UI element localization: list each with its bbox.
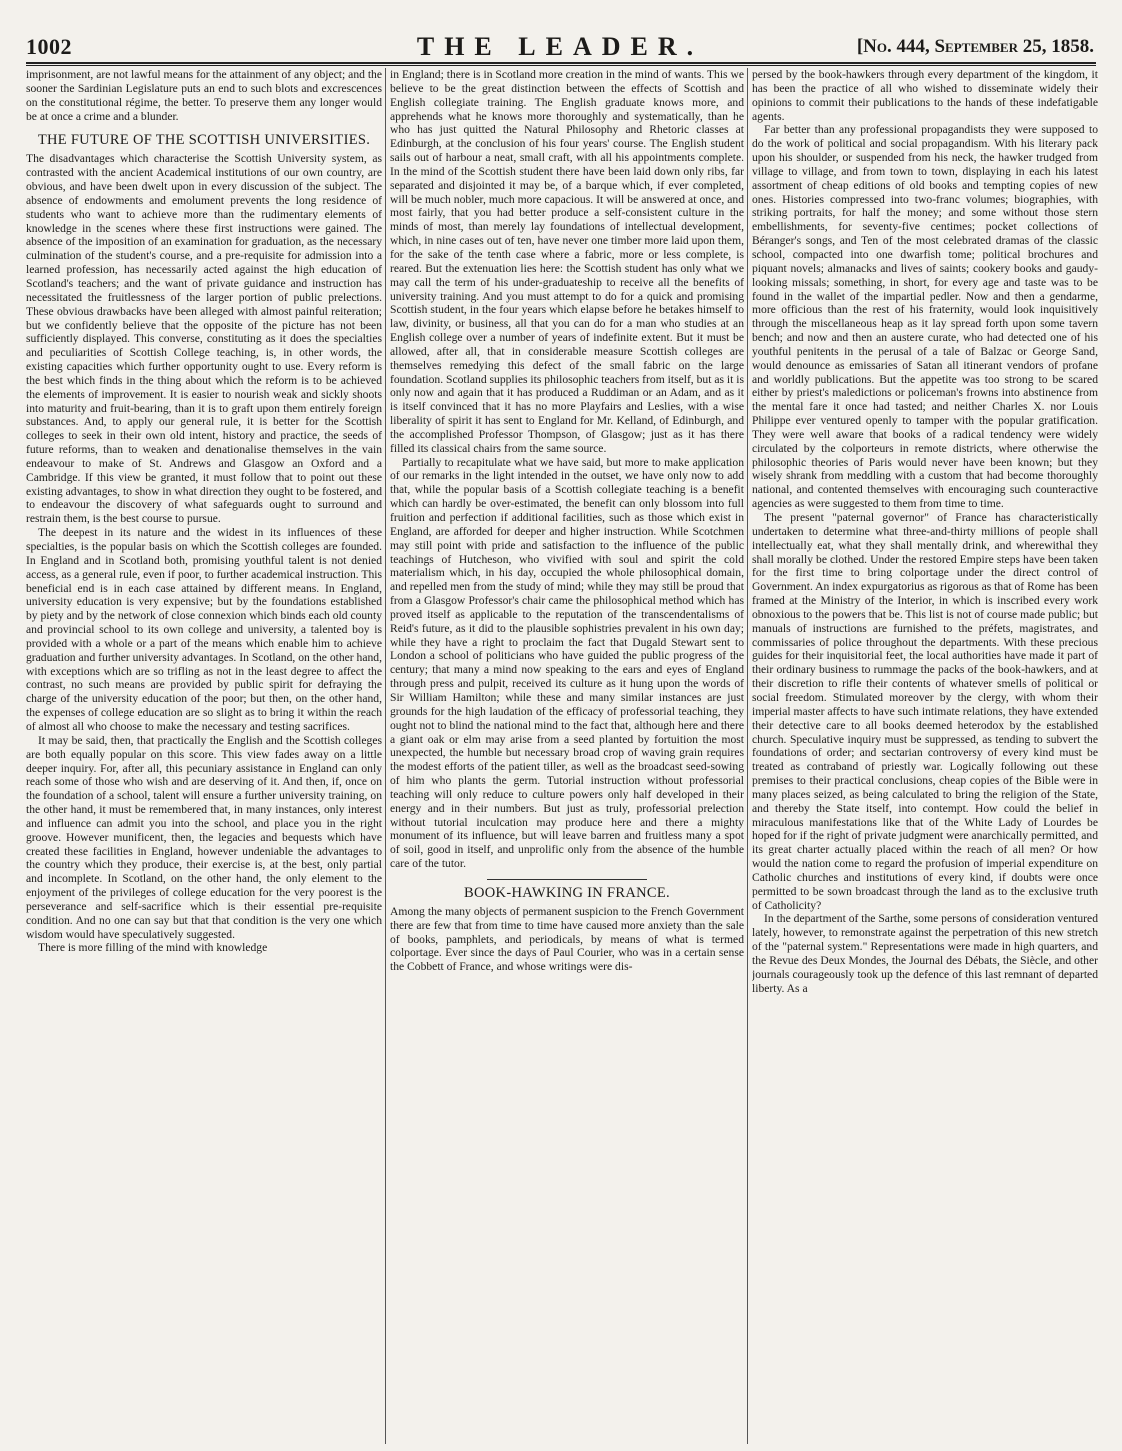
page-number: 1002 [26, 34, 72, 59]
column-1 [26, 68, 382, 1444]
column-2 [390, 68, 744, 1444]
section-divider [487, 879, 647, 880]
article-paragraph: Among the many objects of permanent suspicion to the French Government there are few that from time to time have caused more anxiety than the sale of books, pamphlets, and periodicals, by means of what is termed colportage. Ever since the days of Paul Courier, who was in a certain sense the Cobbett of France, and whose writings were dis- [390, 904, 744, 974]
article-paragraph: The disadvantages which characterise the Scottish University system, as contrasted with the ancient Academical institutions of our own country, are obvious, and have been dwelt upon in every discussion of the subject. The absence of endowments and emolument prevents the long residence of students who want to achieve more than the rudimentary elements of knowledge in the scenes where these first instructions were gained. The absence of the imposition of an examination for graduation, as the necessary culmination of the student's course, and a pre-requisite for admission into a learned profession, has necessarily acted against the high education of Scotland's teachers; and the want of private guidance and instruction has necessitated the fruitlessness of the larger portion of public prelections. These obvious drawbacks have been alleged with almost painful reiteration; but we confidently believe that the opposite of the picture has not been sufficiently displayed. This converse, constituting as it does the specialties and peculiarities of Scottish College teaching, is, in other words, the existing capacities which further opportunity ought to use. Every reform is the best which finds in the thing about which the reform is to be achieved the elements of improvement. It is easier to nourish weak and sickly shoots into maturity and fruit-bearing, than it is to graft upon them entirely foreign substances. And, to apply our general rule, it is better for the Scottish colleges to seek in their own old intent, history and practice, the seeds of future reforms, than to weaken and denationalise themselves in the vain endeavour to make of St. Andrews and Glasgow an Oxford and a Cambridge. If this view be granted, it must follow that to point out these existing advantages, to show in what direction they ought to be fostered, and to endeavour the discovery of what safeguards ought to surround and restrain them, is the best course to pursue. [26, 152, 382, 526]
article-paragraph: In the department of the Sarthe, some persons of consideration ventured lately, however, to remonstrate against the perpetration of this new stretch of the "paternal system." Representations were made in high quarters, and the Revue des Deux Mondes, the Journal des Débats, the Siècle, and other journals courageously took up the defence of this last remnant of departed liberty. As a [752, 912, 1098, 995]
article-paragraph: Far better than any professional propagandists they were supposed to do the work of political and social propagandism. With his literary pack upon his shoulder, or suspended from his neck, the hawker trudged from village to village, and from town to town, displaying in each his latest assortment of cheap editions of old books and tempting copies of new ones. Histories compressed into two-franc volumes; biographies, with striking portraits, for half the money; and some without those stern embellishments, for seventy-five centimes; pocket collections of Béranger's songs, and Ten of the most celebrated dramas of the classic school, compacted into one dwarfish tome; political brochures and piquant novels; almanacks and lives of saints; cookery books and gaudy-looking missals; something, in short, for every age and taste was to be found in the wallet of the impartial pedler. Now and then a gendarme, more officious than the rest of his fraternity, would look inquisitively through the miscellaneous heap as it lay spread forth upon some tavern bench; and now and then an austere curate, who had detected one of his youthful penitents in the perusal of a tale of Balzac or George Sand, would denounce as emissaries of Satan all itinerant vendors of profane and worldly publications. But the appetite was too strong to be scared either by priest's maledictions or policeman's frowns into abstinence from the mental fare it once had tasted; and neither Charles X. nor Louis Philippe ever ventured openly to tamper with the popular gratification. They were well aware that books of a radical tendency were widely circulated by the colporteurs in remote districts, where otherwise the philosophic theories of Paris would never have been known; but they wisely shrank from meddling with a custom that had become thoroughly national, and contented themselves with encouraging such counteractive agencies as were suggested to them from time to time. [752, 123, 1098, 511]
article-paragraph: Partially to recapitulate what we have said, but more to make application of our remarks in the light intended in the outset, we have only now to add that, while the popular basis of a Scottish collegiate teaching is a benefit which can hardly be over-estimated, the benefit can only blossom into full fruition and perfection if additional facilities, such as those which exist in England, are afforded for deeper and higher instruction. While Scotchmen may still point with pride and satisfaction to the influence of the public teachings of Hutcheson, who vivified with soul and spirit the cold materialism which, in his day, occupied the whole philosophical domain, and repelled men from the study of mind; while they may still be proud that from a Glasgow Professor's chair came the philosophical method which has proved itself as applicable to the reputation of the transcendentalisms of Reid's future, as it did to the plausible sophistries prevalent in his own day; while they have a right to proclaim the fact that Dugald Stewart sent to London a school of politicians who have guided the public progress of the century; that many a mind now speaking to the ears and eyes of England through press and pulpit, received its culture as it hung upon the words of Sir William Hamilton; while these and many similar instances are just grounds for the high laudation of the efficacy of professorial teaching, they ought not to blind the national mind to the fact that, although here and there a giant oak or elm may arise from a seed planted by fortuition the most unexpected, the humble but necessary broad crop of waving grain requires the modest efforts of the patient tiller, as well as the broadcast seed-sowing of him who plants the germ. Tutorial instruction without professorial teaching will only reduce to culture powers only half developed in their energy and in their numbers. But just as truly, professorial prelection without tutorial inculcation may produce here and there a mighty monument of its influence, but will leave barren and fruitless many a spot of soil, good in itself, and unprolific only from the absence of the humble care of the tutor. [390, 455, 744, 871]
column-divider [747, 68, 748, 1444]
article-paragraph: It may be said, then, that practically the English and the Scottish colleges are both equally popular on this score. This view fades away on a little deeper inquiry. For, after all, this pecuniary assistance in England can only reach some of those who wish and are deserving of it. And then, if, once on the foundation of a school, talent will ensure a further university training, on the other hand, it must be remembered that, in many instances, only interest and influence can admit you into the school, and place you in the right groove. However munificent, then, the legacies and bequests which have created these facilities in England, however undeniable the advantages to the country which they produce, their exercise is, at the best, only partial and incomplete. In Scotland, on the other hand, the only element to the enjoyment of the privileges of college education for the very poorest is the perseverance and self-sacrifice which is their essential pre-requisite condition. And no one can say but that that condition is the very one which wisdom would have speculatively suggested. [26, 733, 382, 941]
masthead-rule [26, 62, 1096, 64]
article-heading-book-hawking: BOOK-HAWKING IN FRANCE. [464, 884, 670, 901]
article-paragraph: persed by the book-hawkers through every department of the kingdom, it has been the practice of all who wished to disseminate widely their opinions to commit their publications to the hands of these indefatigable agents. [752, 68, 1098, 123]
column-divider [385, 68, 386, 1444]
column-3 [752, 68, 1098, 1444]
article-paragraph: The present "paternal governor" of France has characteristically undertaken to determine what three-and-thirty millions of people shall intellectually eat, what they shall mentally drink, and wherewithal they shall morally be clothed. Under the restored Empire steps have been taken for the first time to bring colportage under the direct control of Government. An index expurgatorius as rigorous as that of Rome has been framed at the Ministry of the Interior, in which is inscribed every work obnoxious to the powers that be. This list is not of course made public; but manuals of instructions are furnished to the préfets, magistrates, and commissaries of police throughout the departments. With these precious guides for their inquisitorial feet, the local authorities have made it part of their ordinary business to rummage the packs of the book-hawkers, and at their discretion to rifle their contents of whatever smells of political or social freedom. Stimulated moreover by the clergy, with whom their imperial master affects to have such intimate relations, they have extended their detective care to all books deemed heterodox by the established church. Speculative inquiry must be suppressed, as tending to subvert the foundations of order; and sectarian controversy of every kind must be treated as contraband of priestly war. Logically following out these premises to their practical conclusions, cheap copies of the Bible were in many places seized, as being calculated to bring the religion of the State, and thereby the State itself, into contempt. How could the belief in miraculous manifestations like that of the White Lady of Lourdes be hoped for if the right of private judgment were anarchically permitted, and its great charter actually placed within the reach of all men? Or how would the nation come to regard the profusion of imperial expenditure on Catholic churches and institutions of every kind, if doubts were once permitted to be sown broadcast through the land as to the exclusive truth of Catholicity? [752, 511, 1098, 912]
masthead [26, 34, 1094, 62]
newspaper-title: THE LEADER. [416, 32, 704, 61]
issue-info: [No. 444, September 25, 1858. [856, 36, 1094, 57]
article-heading-scottish-universities: THE FUTURE OF THE SCOTTISH UNIVERSITIES. [37, 132, 371, 149]
article-paragraph: The deepest in its nature and the widest in its influences of these specialties, is the popular basis on which the Scottish colleges are founded. In England and in Scotland both, promising youthful talent is not denied access, as a general rule, even if poor, to further academical instruction. This beneficial end is in each case attained by different means. In England, university education is very expensive; but by the foundations established by piety and by the network of close connexion which binds each old county and provincial school to its own college and university, a talented boy is provided with a whole or a part of the means which enable him to achieve graduation and further university advantages. In Scotland, on the other hand, with exceptions which are so trifling as not in the least degree to affect the contrast, no such means are provided by public spirit for defraying the charge of the university education of the poor; but then, on the other hand, the expenses of college education are so slight as to bring it within the reach of almost all who choose to make the necessary and testing sacrifices. [26, 526, 382, 733]
article-paragraph: There is more filling of the mind with knowledge [38, 941, 268, 955]
continuation-paragraph: imprisonment, are not lawful means for the attainment of any object; and the sooner the Sardinian Legislature puts an end to such blots and excrescences on the constitutional régime, the better. To preserve them any longer would be at once a crime and a blunder. [26, 68, 382, 123]
article-paragraph: in England; there is in Scotland more creation in the mind of wants. This we believe to be the great distinction between the effects of Scottish and English collegiate training. The English graduate knows more, and apprehends what he knows more thoroughly and systematically, than he who has just quitted the Natural Philosophy and Rhetoric classes at Edinburgh, at the conclusion of his four years' course. The English student sails out of harbour a neat, small craft, with all his appointments complete. In the mind of the Scottish student there have been laid down only ribs, far separated and disjointed it may be, of a barque which, if ever completed, will be much nobler, much more capacious. It will be answered at once, and most fairly, that you had better produce a self-consistent culture in the minds of most, than merely lay foundations of intellectual development, which, in nine cases out of ten, have never one timber more laid upon them, for the sake of the tenth case where a fabric, more or less complete, is reared. But the extenuation lies here: the Scottish student has only what we may call the term of his under-graduateship to receive all the benefits of university training. And you must attempt to do for a quick and promising Scottish student, in the four years which elapse before he betakes himself to law, divinity, or business, all that you can do for a man who studies at an English college over a number of years of indefinite extent. But it must be allowed, after all, that in considerable measure Scottish colleges are themselves remedying this defect of the small fabric on the large foundation. Scotland supplies its philosophic teachers from itself, but as it is only now and again that it has produced a Ruddiman or an Adam, and as it is itself convinced that it has no more Playfairs and Leslies, with a wise liberality of spirit it has sent to England for Mr. Kelland, of Edinburgh, and the accomplished Professor Thompson, of Glasgow; just as it has there filled its classical chairs from the same source. [390, 68, 744, 455]
masthead-rule-thin [26, 65, 1096, 66]
